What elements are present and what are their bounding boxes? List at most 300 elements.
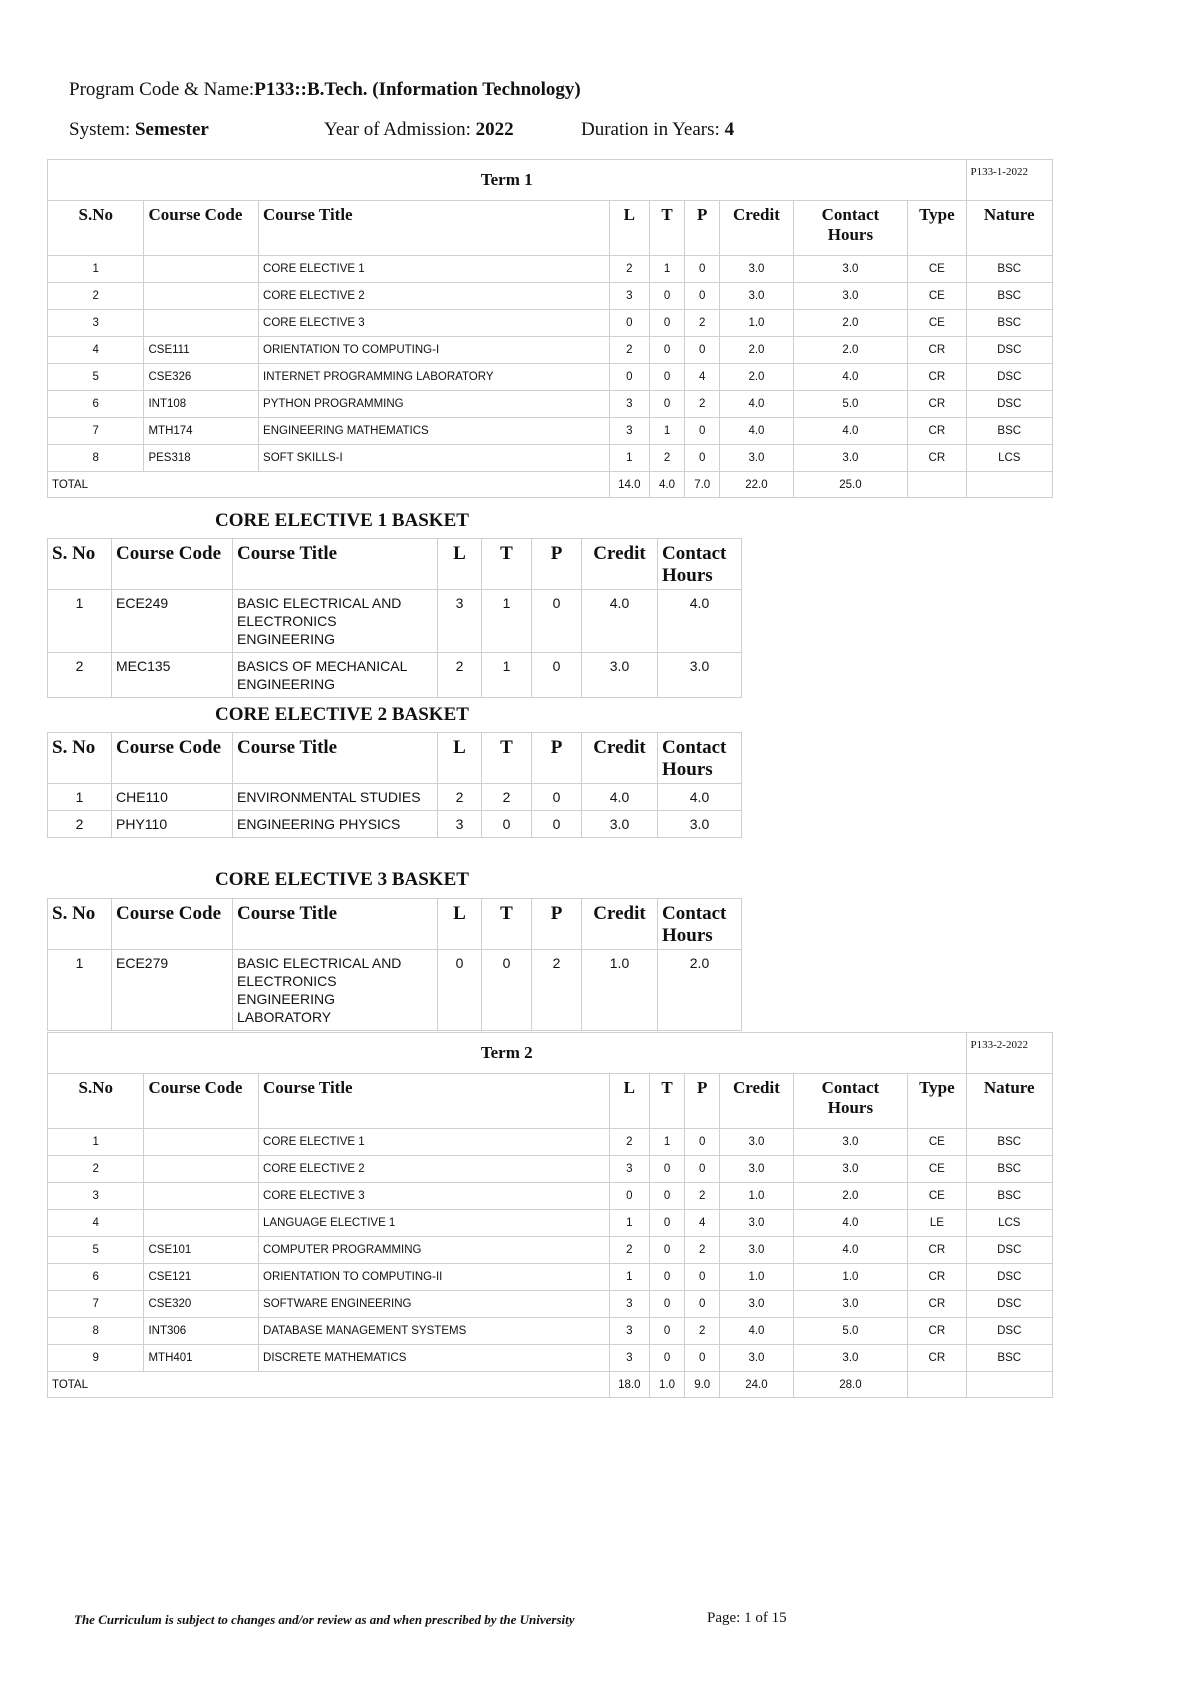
program-value: P133::B.Tech. (Information Technology)	[254, 79, 581, 100]
cell-credit: 3.0	[720, 1345, 793, 1372]
cell-course-code	[144, 1210, 259, 1237]
year-field	[324, 119, 514, 141]
cell-l: 3	[609, 1156, 649, 1183]
cell-contact-hours: 3.0	[793, 1156, 908, 1183]
cell-credit: 2.0	[720, 364, 793, 391]
cell-l: 1	[609, 1210, 649, 1237]
course-row	[48, 310, 1053, 337]
cell-nature: DSC	[966, 1237, 1052, 1264]
cell-contact-hours: 3.0	[793, 1129, 908, 1156]
header-l: L	[609, 1074, 649, 1129]
cell-p: 0	[532, 811, 582, 838]
course-row	[48, 391, 1053, 418]
cell-l: 3	[438, 590, 482, 653]
cell-sno: 6	[48, 391, 144, 418]
cell-nature: DSC	[966, 337, 1052, 364]
basket-header-row	[48, 539, 742, 590]
cell-t: 0	[649, 1156, 684, 1183]
page-number: Page: 1 of 15	[707, 1610, 787, 1626]
cell-contact-hours: 3.0	[793, 1345, 908, 1372]
cell-course-title: DATABASE MANAGEMENT SYSTEMS	[259, 1318, 610, 1345]
cell-sno: 7	[48, 418, 144, 445]
cell-l: 2	[609, 337, 649, 364]
cell-course-code: CSE320	[144, 1291, 259, 1318]
basket-row	[48, 784, 742, 811]
cell-contact-hours: 4.0	[658, 590, 742, 653]
total-l: 18.0	[609, 1372, 649, 1398]
cell-contact-hours: 4.0	[793, 418, 908, 445]
cell-course-title: LANGUAGE ELECTIVE 1	[259, 1210, 610, 1237]
cell-t: 1	[649, 418, 684, 445]
header-credit: Credit	[720, 201, 793, 256]
cell-course-code	[144, 256, 259, 283]
cell-sno: 7	[48, 1291, 144, 1318]
cell-l: 3	[609, 1345, 649, 1372]
cell-contact-hours: 2.0	[793, 337, 908, 364]
cell-p: 2	[685, 1237, 720, 1264]
cell-contact-hours: 3.0	[658, 811, 742, 838]
cell-p: 4	[685, 1210, 720, 1237]
cell-t: 0	[649, 1291, 684, 1318]
cell-t: 1	[649, 1129, 684, 1156]
cell-l: 2	[609, 256, 649, 283]
cell-sno: 2	[48, 811, 112, 838]
cell-l: 0	[609, 310, 649, 337]
cell-l: 3	[438, 811, 482, 838]
cell-l: 2	[438, 653, 482, 698]
cell-credit: 1.0	[720, 1264, 793, 1291]
cell-type: CR	[908, 1318, 966, 1345]
header-credit: Credit	[720, 1074, 793, 1129]
term-header-row	[48, 201, 1053, 256]
cell-course-title: ORIENTATION TO COMPUTING-II	[259, 1264, 610, 1291]
total-t: 1.0	[649, 1372, 684, 1398]
cell-p: 0	[685, 445, 720, 472]
system-field	[69, 119, 209, 141]
cell-course-title: BASIC ELECTRICAL AND ELECTRONICS ENGINEERING	[233, 590, 438, 653]
cell-type: CR	[908, 1291, 966, 1318]
program-label: Program Code & Name:	[69, 79, 255, 100]
header-type: Type	[908, 1074, 966, 1129]
cell-nature: BSC	[966, 1156, 1052, 1183]
course-row	[48, 1156, 1053, 1183]
cell-sno: 1	[48, 784, 112, 811]
cell-course-title: CORE ELECTIVE 2	[259, 1156, 610, 1183]
header-sno: S.No	[48, 1074, 144, 1129]
cell-course-title: BASICS OF MECHANICAL ENGINEERING	[233, 653, 438, 698]
header-sno: S.No	[48, 201, 144, 256]
cell-l: 3	[609, 391, 649, 418]
cell-course-code: CSE111	[144, 337, 259, 364]
cell-contact-hours: 5.0	[793, 391, 908, 418]
cell-l: 0	[438, 950, 482, 1031]
header-nature: Nature	[966, 201, 1052, 256]
basket-title: CORE ELECTIVE 1 BASKET	[215, 510, 469, 531]
cell-nature: BSC	[966, 1183, 1052, 1210]
cell-sno: 2	[48, 283, 144, 310]
cell-credit: 1.0	[720, 1183, 793, 1210]
total-row	[48, 1372, 1053, 1398]
cell-l: 0	[609, 364, 649, 391]
system-label: System:	[69, 119, 131, 140]
total-t: 4.0	[649, 472, 684, 498]
total-contact: 25.0	[793, 472, 908, 498]
cell-p: 0	[685, 1264, 720, 1291]
header-course-title: Course Title	[259, 1074, 610, 1129]
cell-p: 0	[685, 1156, 720, 1183]
cell-type: CE	[908, 1156, 966, 1183]
cell-course-title: SOFT SKILLS-I	[259, 445, 610, 472]
header-contact-hours: Contact Hours	[658, 539, 742, 590]
cell-contact-hours: 4.0	[793, 1237, 908, 1264]
header-contact-hours: Contact Hours	[658, 899, 742, 950]
cell-p: 0	[685, 1345, 720, 1372]
cell-credit: 3.0	[720, 256, 793, 283]
header-p: P	[685, 201, 720, 256]
cell-sno: 1	[48, 590, 112, 653]
header-sno: S. No	[48, 899, 112, 950]
cell-t: 0	[649, 1345, 684, 1372]
cell-t: 0	[649, 283, 684, 310]
cell-contact-hours: 1.0	[793, 1264, 908, 1291]
course-row	[48, 283, 1053, 310]
header-p: P	[532, 539, 582, 590]
cell-credit: 3.0	[720, 1291, 793, 1318]
basket-title: CORE ELECTIVE 2 BASKET	[215, 704, 469, 725]
cell-course-code: MTH401	[144, 1345, 259, 1372]
cell-course-title: SOFTWARE ENGINEERING	[259, 1291, 610, 1318]
course-row	[48, 1237, 1053, 1264]
cell-nature: BSC	[966, 1129, 1052, 1156]
cell-sno: 1	[48, 256, 144, 283]
cell-contact-hours: 4.0	[658, 784, 742, 811]
cell-contact-hours: 3.0	[793, 283, 908, 310]
cell-course-code	[144, 310, 259, 337]
term-header-row	[48, 1074, 1053, 1129]
cell-course-code: PHY110	[112, 811, 233, 838]
cell-type: CE	[908, 310, 966, 337]
basket-title: CORE ELECTIVE 3 BASKET	[215, 869, 469, 890]
header-course-code: Course Code	[112, 899, 233, 950]
cell-type: CR	[908, 391, 966, 418]
cell-credit: 4.0	[720, 391, 793, 418]
cell-sno: 5	[48, 364, 144, 391]
cell-nature: BSC	[966, 310, 1052, 337]
cell-sno: 9	[48, 1345, 144, 1372]
header-t: T	[482, 899, 532, 950]
course-row	[48, 445, 1053, 472]
cell-type: CE	[908, 1183, 966, 1210]
cell-sno: 5	[48, 1237, 144, 1264]
cell-sno: 4	[48, 1210, 144, 1237]
cell-course-code	[144, 1183, 259, 1210]
total-nature-empty	[966, 472, 1052, 498]
header-l: L	[438, 899, 482, 950]
header-course-code: Course Code	[144, 1074, 259, 1129]
cell-sno: 6	[48, 1264, 144, 1291]
cell-t: 0	[482, 950, 532, 1031]
cell-nature: BSC	[966, 256, 1052, 283]
cell-t: 0	[649, 337, 684, 364]
header-p: P	[532, 733, 582, 784]
header-l: L	[609, 201, 649, 256]
cell-contact-hours: 2.0	[658, 950, 742, 1031]
cell-course-title: ENVIRONMENTAL STUDIES	[233, 784, 438, 811]
cell-course-code: ECE249	[112, 590, 233, 653]
cell-p: 0	[685, 1291, 720, 1318]
course-row	[48, 337, 1053, 364]
header-contact-hours: Contact Hours	[793, 1074, 908, 1129]
cell-sno: 8	[48, 445, 144, 472]
cell-course-code: CSE326	[144, 364, 259, 391]
cell-contact-hours: 4.0	[793, 364, 908, 391]
header-p: P	[532, 899, 582, 950]
cell-l: 1	[609, 1264, 649, 1291]
cell-credit: 4.0	[582, 784, 658, 811]
cell-p: 2	[685, 391, 720, 418]
cell-l: 1	[609, 445, 649, 472]
term-table	[47, 1032, 1053, 1398]
cell-sno: 3	[48, 310, 144, 337]
term-table	[47, 159, 1053, 498]
cell-course-code: CSE101	[144, 1237, 259, 1264]
header-credit: Credit	[582, 539, 658, 590]
cell-type: CR	[908, 364, 966, 391]
cell-credit: 3.0	[720, 1156, 793, 1183]
cell-t: 2	[649, 445, 684, 472]
cell-t: 0	[649, 391, 684, 418]
cell-course-title: ORIENTATION TO COMPUTING-I	[259, 337, 610, 364]
year-label: Year of Admission:	[324, 119, 471, 140]
basket-table	[47, 898, 742, 1031]
total-l: 14.0	[609, 472, 649, 498]
cell-nature: DSC	[966, 391, 1052, 418]
cell-l: 2	[438, 784, 482, 811]
cell-type: CE	[908, 1129, 966, 1156]
cell-p: 4	[685, 364, 720, 391]
header-course-title: Course Title	[259, 201, 610, 256]
cell-t: 0	[649, 1183, 684, 1210]
cell-p: 0	[685, 337, 720, 364]
cell-course-code	[144, 1129, 259, 1156]
cell-t: 2	[482, 784, 532, 811]
cell-credit: 4.0	[582, 590, 658, 653]
cell-t: 0	[649, 1318, 684, 1345]
total-label: TOTAL	[48, 472, 610, 498]
total-nature-empty	[966, 1372, 1052, 1398]
cell-t: 1	[482, 653, 532, 698]
term-title: Term 1	[48, 160, 967, 201]
cell-p: 2	[685, 310, 720, 337]
cell-credit: 3.0	[720, 1129, 793, 1156]
cell-l: 3	[609, 1291, 649, 1318]
header-l: L	[438, 539, 482, 590]
cell-credit: 3.0	[720, 1210, 793, 1237]
cell-course-code: INT306	[144, 1318, 259, 1345]
cell-p: 0	[685, 1129, 720, 1156]
cell-course-code: ECE279	[112, 950, 233, 1031]
cell-contact-hours: 3.0	[793, 445, 908, 472]
term-code: P133-1-2022	[966, 160, 1052, 201]
header-course-code: Course Code	[112, 539, 233, 590]
total-p: 7.0	[685, 472, 720, 498]
cell-nature: DSC	[966, 1291, 1052, 1318]
header-nature: Nature	[966, 1074, 1052, 1129]
course-row	[48, 1264, 1053, 1291]
cell-p: 0	[685, 283, 720, 310]
course-row	[48, 1345, 1053, 1372]
header-course-code: Course Code	[112, 733, 233, 784]
program-line	[69, 79, 581, 101]
cell-type: CR	[908, 418, 966, 445]
cell-contact-hours: 4.0	[793, 1210, 908, 1237]
cell-nature: BSC	[966, 283, 1052, 310]
header-type: Type	[908, 201, 966, 256]
cell-p: 2	[685, 1183, 720, 1210]
cell-t: 0	[649, 364, 684, 391]
cell-type: CR	[908, 1237, 966, 1264]
cell-type: LE	[908, 1210, 966, 1237]
course-row	[48, 1318, 1053, 1345]
cell-p: 0	[685, 256, 720, 283]
cell-p: 0	[532, 784, 582, 811]
cell-p: 0	[532, 590, 582, 653]
basket-row	[48, 950, 742, 1031]
cell-course-title: CORE ELECTIVE 3	[259, 1183, 610, 1210]
cell-nature: DSC	[966, 1318, 1052, 1345]
cell-type: CE	[908, 283, 966, 310]
cell-credit: 3.0	[720, 1237, 793, 1264]
cell-sno: 1	[48, 950, 112, 1031]
term-title-row	[48, 160, 1053, 201]
cell-l: 0	[609, 1183, 649, 1210]
cell-course-title: ENGINEERING PHYSICS	[233, 811, 438, 838]
header-course-title: Course Title	[233, 899, 438, 950]
cell-t: 0	[649, 1237, 684, 1264]
basket-header-row	[48, 733, 742, 784]
cell-t: 1	[649, 256, 684, 283]
cell-t: 0	[649, 1264, 684, 1291]
term-code: P133-2-2022	[966, 1033, 1052, 1074]
cell-course-code: CHE110	[112, 784, 233, 811]
cell-l: 2	[609, 1129, 649, 1156]
cell-contact-hours: 3.0	[793, 1291, 908, 1318]
total-label: TOTAL	[48, 1372, 610, 1398]
cell-p: 0	[685, 418, 720, 445]
cell-nature: DSC	[966, 1264, 1052, 1291]
year-value: 2022	[475, 119, 514, 140]
cell-t: 0	[649, 310, 684, 337]
cell-credit: 3.0	[720, 445, 793, 472]
term-title: Term 2	[48, 1033, 967, 1074]
cell-course-code: MEC135	[112, 653, 233, 698]
basket-row	[48, 653, 742, 698]
cell-course-title: ENGINEERING MATHEMATICS	[259, 418, 610, 445]
cell-course-code: MTH174	[144, 418, 259, 445]
header-credit: Credit	[582, 899, 658, 950]
cell-course-title: CORE ELECTIVE 1	[259, 1129, 610, 1156]
total-p: 9.0	[685, 1372, 720, 1398]
header-sno: S. No	[48, 733, 112, 784]
cell-nature: BSC	[966, 1345, 1052, 1372]
header-contact-hours: Contact Hours	[793, 201, 908, 256]
cell-course-title: PYTHON PROGRAMMING	[259, 391, 610, 418]
header-sno: S. No	[48, 539, 112, 590]
cell-type: CR	[908, 1345, 966, 1372]
cell-course-title: COMPUTER PROGRAMMING	[259, 1237, 610, 1264]
footer-note: The Curriculum is subject to changes and/or review as and when prescribed by the University	[74, 1612, 575, 1627]
header-contact-hours: Contact Hours	[658, 733, 742, 784]
course-row	[48, 1183, 1053, 1210]
cell-sno: 2	[48, 1156, 144, 1183]
header-credit: Credit	[582, 733, 658, 784]
cell-t: 0	[482, 811, 532, 838]
duration-value: 4	[724, 119, 735, 140]
basket-table	[47, 538, 742, 698]
cell-sno: 2	[48, 653, 112, 698]
total-type-empty	[908, 472, 966, 498]
basket-table	[47, 732, 742, 838]
cell-type: CR	[908, 1264, 966, 1291]
header-t: T	[482, 733, 532, 784]
cell-course-title: CORE ELECTIVE 1	[259, 256, 610, 283]
header-course-code: Course Code	[144, 201, 259, 256]
cell-course-title: DISCRETE MATHEMATICS	[259, 1345, 610, 1372]
total-credit: 24.0	[720, 1372, 793, 1398]
cell-nature: LCS	[966, 1210, 1052, 1237]
course-row	[48, 1129, 1053, 1156]
cell-nature: LCS	[966, 445, 1052, 472]
cell-nature: DSC	[966, 364, 1052, 391]
course-row	[48, 1210, 1053, 1237]
cell-credit: 4.0	[720, 1318, 793, 1345]
header-p: P	[685, 1074, 720, 1129]
cell-course-code: CSE121	[144, 1264, 259, 1291]
header-t: T	[649, 1074, 684, 1129]
cell-course-code	[144, 283, 259, 310]
cell-credit: 3.0	[720, 283, 793, 310]
cell-course-title: INTERNET PROGRAMMING LABORATORY	[259, 364, 610, 391]
course-row	[48, 418, 1053, 445]
header-t: T	[649, 201, 684, 256]
cell-l: 3	[609, 1318, 649, 1345]
cell-p: 2	[532, 950, 582, 1031]
cell-t: 0	[649, 1210, 684, 1237]
cell-credit: 2.0	[720, 337, 793, 364]
cell-contact-hours: 2.0	[793, 1183, 908, 1210]
basket-header-row	[48, 899, 742, 950]
header-t: T	[482, 539, 532, 590]
cell-course-code: INT108	[144, 391, 259, 418]
system-value: Semester	[134, 119, 209, 140]
cell-contact-hours: 3.0	[793, 256, 908, 283]
cell-contact-hours: 5.0	[793, 1318, 908, 1345]
total-row	[48, 472, 1053, 498]
term-title-row	[48, 1033, 1053, 1074]
duration-field	[581, 119, 734, 141]
header-course-title: Course Title	[233, 733, 438, 784]
cell-sno: 4	[48, 337, 144, 364]
total-credit: 22.0	[720, 472, 793, 498]
cell-course-title: CORE ELECTIVE 3	[259, 310, 610, 337]
cell-type: CE	[908, 256, 966, 283]
duration-label: Duration in Years:	[581, 119, 720, 140]
cell-contact-hours: 3.0	[658, 653, 742, 698]
cell-credit: 4.0	[720, 418, 793, 445]
system-line	[69, 119, 969, 143]
total-contact: 28.0	[793, 1372, 908, 1398]
cell-course-title: BASIC ELECTRICAL AND ELECTRONICS ENGINEERING LABORATORY	[233, 950, 438, 1031]
